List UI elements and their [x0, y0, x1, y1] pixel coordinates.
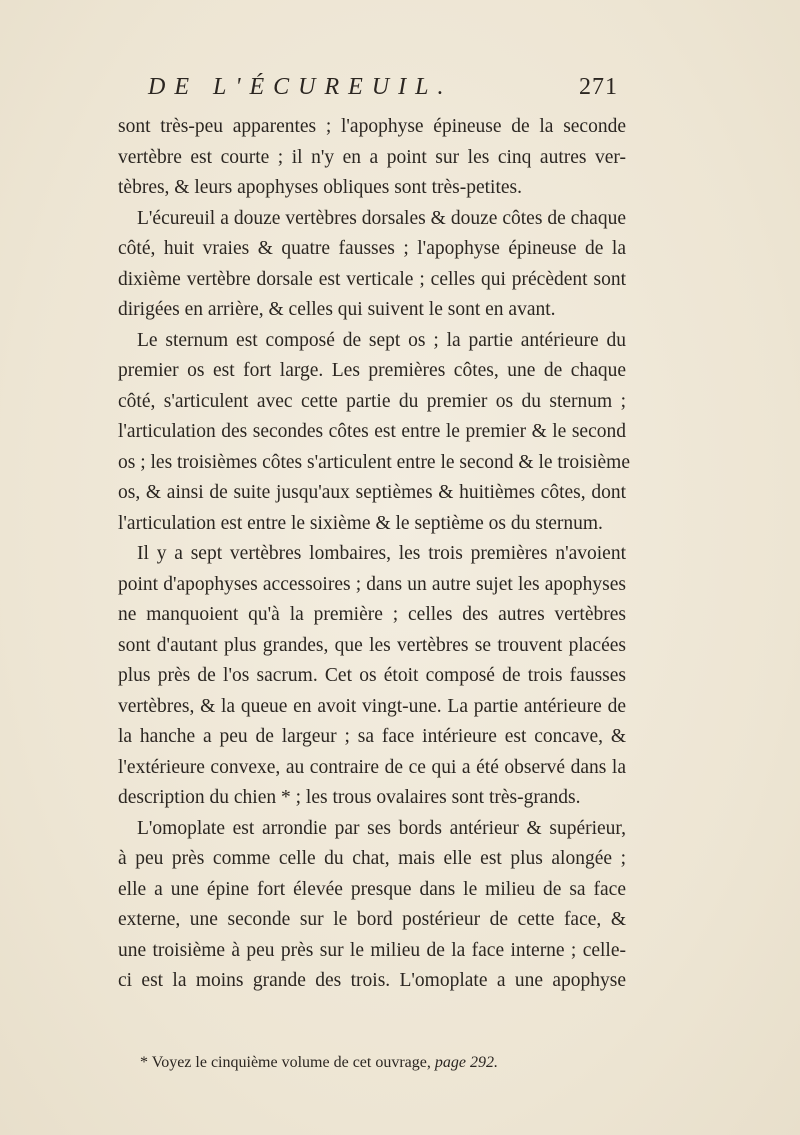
text-line: L'omoplate est arrondie par ses bords antérieur & supérieur, [137, 817, 626, 839]
text-line: l'extérieure convexe, au contraire de ce qui a été observé dans la [118, 756, 626, 778]
text-line: côté, huit vraies & quatre fausses ; l'apophyse épineuse de la [118, 238, 626, 259]
footnote-text: * Voyez le cinquième volume de cet ouvrage, [140, 1054, 435, 1071]
page-number: 271 [579, 74, 618, 100]
text-line: l'articulation est entre le sixième & le septième os du sternum. [118, 512, 603, 534]
text-line: une troisième à peu près sur le milieu de la face interne ; celle- [118, 939, 626, 961]
text-line: l'articulation des secondes côtes est entre le premier & le second [118, 421, 626, 442]
text-line: os ; les troisièmes côtes s'articulent entre le second & le troisième [118, 451, 630, 473]
text-line: plus près de l'os sacrum. Cet os étoit composé de trois fausses [118, 665, 626, 686]
text-line: dixième vertèbre dorsale est verticale ; celles qui précèdent sont [118, 268, 626, 290]
text-line: à peu près comme celle du chat, mais elle est plus alongée ; [118, 848, 626, 869]
text-line: sont très-peu apparentes ; l'apophyse épineuse de la seconde [118, 116, 626, 137]
text-line: externe, une seconde sur le bord postérieur de cette face, & [118, 909, 626, 930]
text-line: dirigées en arrière, & celles qui suivent le sont en avant. [118, 299, 556, 320]
text-line: premier os est fort large. Les premières côtes, une de chaque [118, 360, 626, 381]
text-line: L'écureuil a douze vertèbres dorsales & douze côtes de chaque [137, 207, 626, 229]
text-line: vertèbre est courte ; il n'y en a point sur les cinq autres ver- [118, 146, 626, 168]
text-line: côté, s'articulent avec cette partie du premier os du sternum ; [118, 390, 626, 412]
text-line: tèbres, & leurs apophyses obliques sont très-petites. [118, 177, 523, 198]
text-line: vertèbres, & la queue en avoit vingt-une. La partie antérieure de [118, 695, 626, 717]
text-line: os, & ainsi de suite jusqu'aux septièmes & huitièmes côtes, dont [118, 482, 626, 503]
text-line: ci est la moins grande des trois. L'omoplate a une apophyse [118, 970, 626, 991]
text-line: description du chien * ; les trous ovalaires sont très-grands. [118, 787, 581, 808]
text-line: Il y a sept vertèbres lombaires, les trois premières n'avoient [137, 543, 626, 564]
page-header [148, 74, 618, 110]
running-head: DE L'ÉCUREUIL. [148, 74, 453, 100]
text-line: point d'apophyses accessoires ; dans un autre sujet les apophyses [118, 573, 626, 595]
text-line: la hanche a peu de largeur ; sa face intérieure est concave, & [118, 726, 626, 747]
text-line: elle a une épine fort élevée presque dans le milieu de sa face [118, 878, 626, 900]
text-line: ne manquoient qu'à la première ; celles des autres vertèbres [118, 604, 626, 625]
text-line: Le sternum est composé de sept os ; la partie antérieure du [137, 329, 626, 351]
footnote-page-ref: page 292. [434, 1054, 498, 1071]
text-line: sont d'autant plus grandes, que les vertèbres se trouvent placées [118, 634, 626, 656]
footnote [140, 1054, 498, 1072]
body-text [118, 112, 630, 997]
